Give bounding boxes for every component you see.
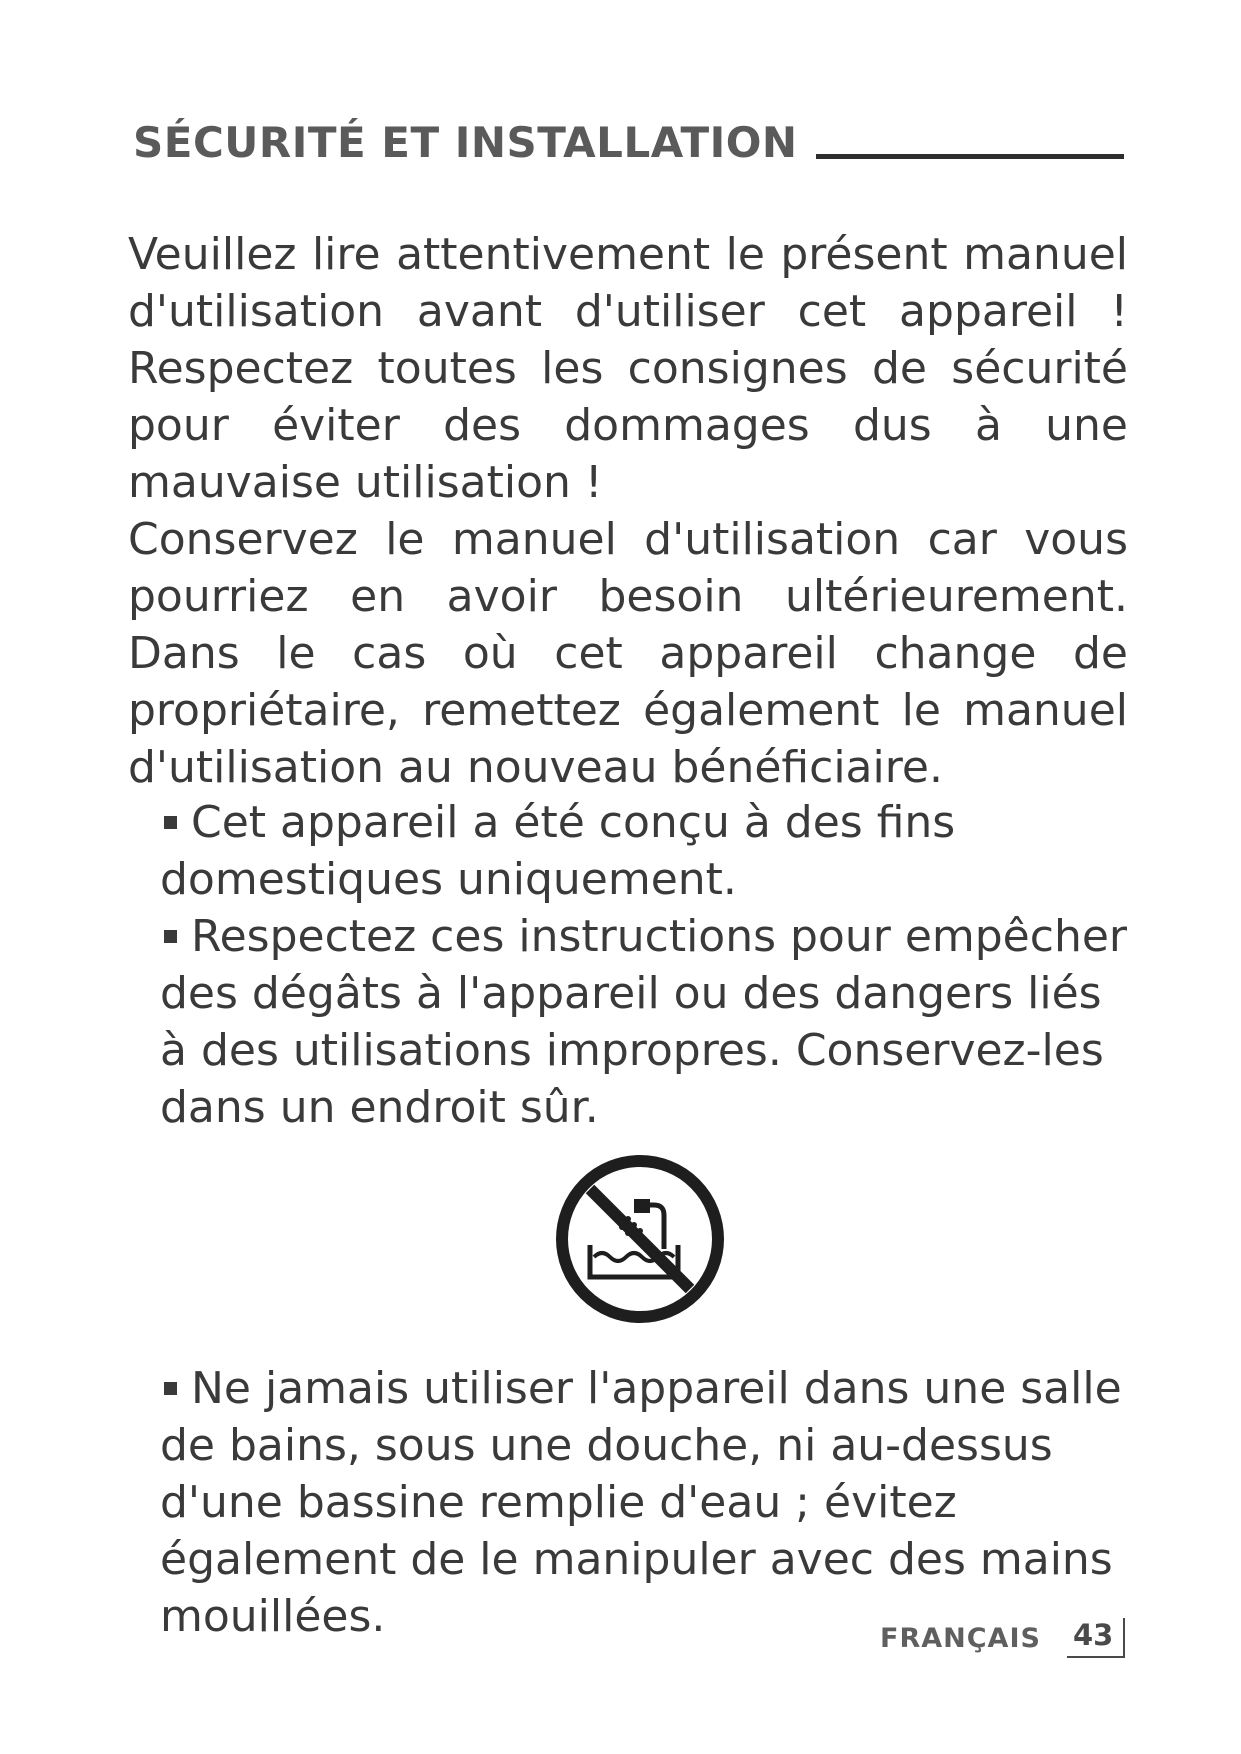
no-bath-shower-icon [554, 1153, 726, 1325]
intro-text [128, 226, 1128, 796]
footer-language: FRANÇAIS [880, 1622, 1041, 1654]
bullet-item [160, 908, 1140, 1136]
bullet-text: Ne jamais utiliser l'appareil dans une salle de bains, sous une douche, ni au-dessus d'une bassine remplie d'eau ; évitez également de le manipuler avec des mains mouillées. [160, 1363, 1122, 1642]
bullet-text: Respectez ces instructions pour empêcher des dégâts à l'appareil ou des dangers liés à des utilisations impropres. Conservez-les dans un endroit sûr. [160, 911, 1127, 1133]
bullet-list-2 [160, 1360, 1140, 1645]
bullet-item [160, 1360, 1140, 1645]
page-footer [880, 1618, 1125, 1658]
bullet-square-icon [164, 930, 177, 943]
page-number: 43 [1067, 1618, 1125, 1658]
intro-paragraph-2: Conservez le manuel d'utilisation car vous pourriez en avoir besoin ultérieurement. Dans le cas où cet appareil change de propriétaire, remettez également le manuel d'utilisation au nouveau bénéficiaire. [128, 514, 1128, 793]
intro-paragraph-1: Veuillez lire attentivement le présent manuel d'utilisation avant d'utiliser cet appareil ! Respectez toutes les consignes de sécurité pour éviter des dommages dus à une mauvaise utilisation ! [128, 229, 1128, 508]
bullet-list [160, 794, 1140, 1136]
bullet-square-icon [164, 1382, 177, 1395]
heading-underline [816, 154, 1124, 159]
bullet-text: Cet appareil a été conçu à des fins domestiques uniquement. [160, 797, 956, 905]
bullet-square-icon [164, 816, 177, 829]
section-title: SÉCURITÉ ET INSTALLATION [133, 118, 798, 167]
bullet-item [160, 794, 1140, 908]
section-heading [133, 118, 1124, 167]
